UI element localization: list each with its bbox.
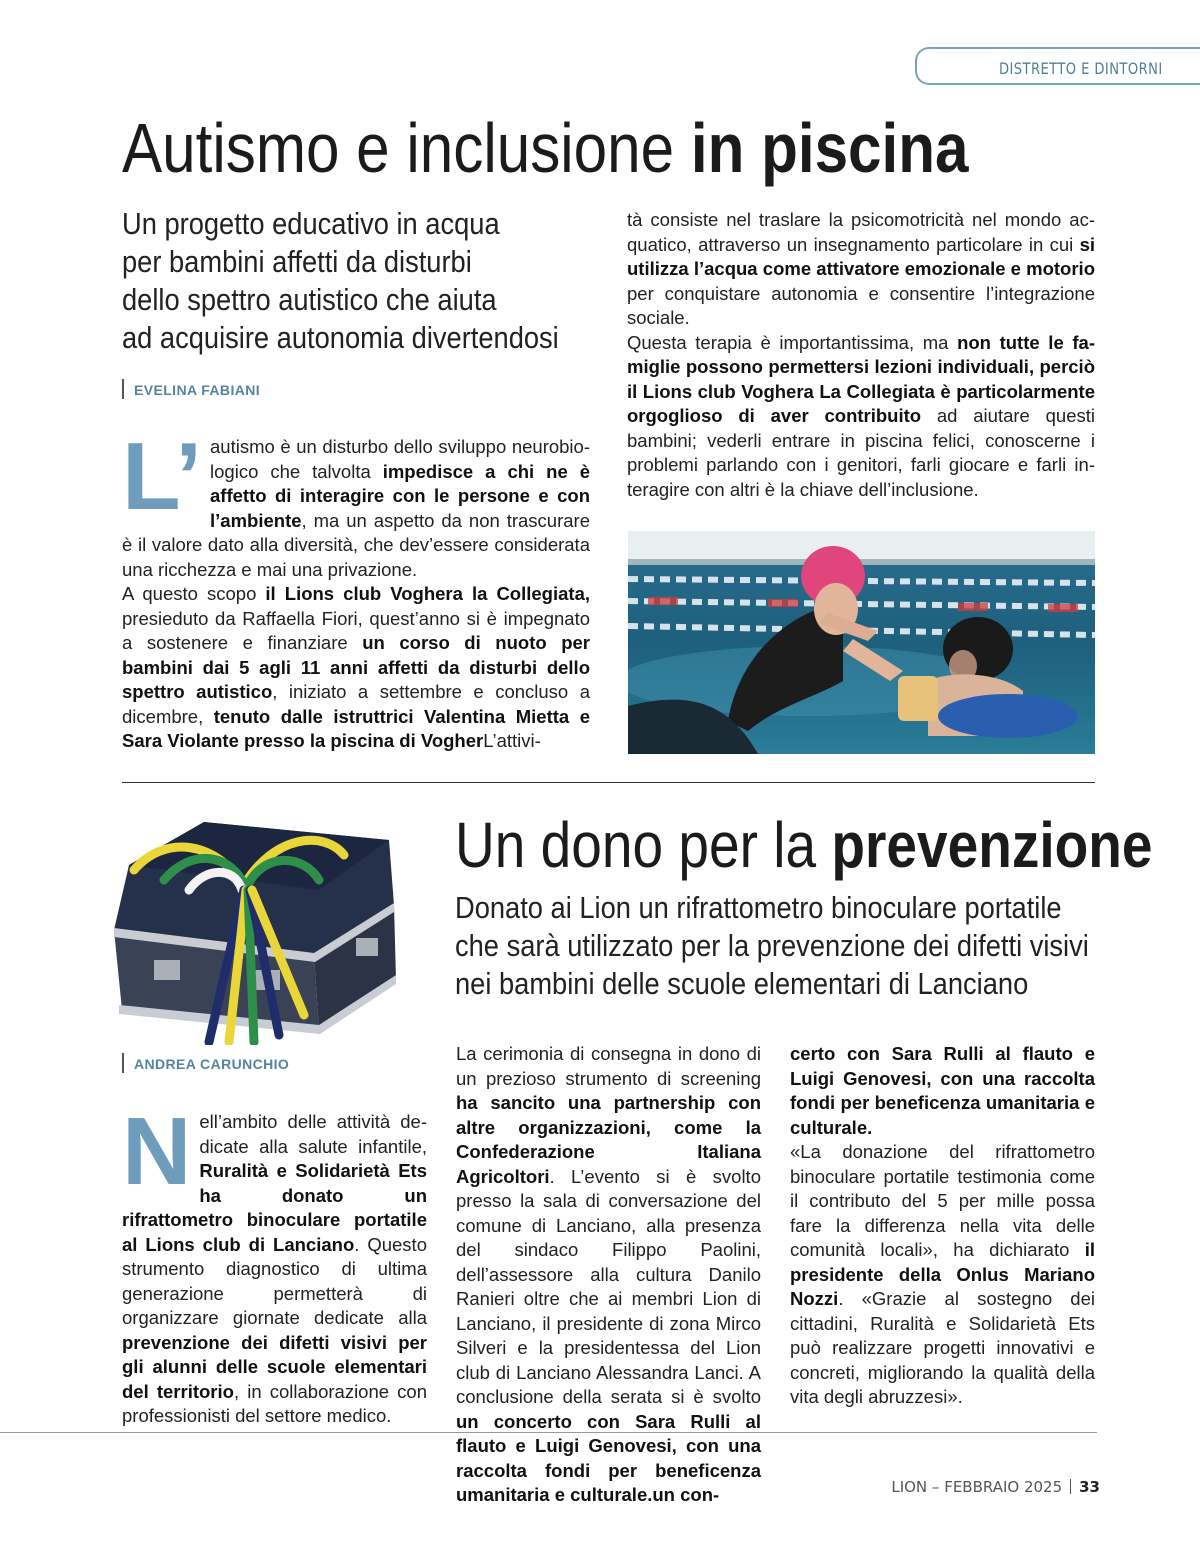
footer-publication: LION – FEBBRAIO 2025 <box>891 1478 1063 1496</box>
footer-rule <box>0 1432 1097 1433</box>
article1-subtitle <box>122 205 559 357</box>
article2-column-1 <box>122 1098 427 1429</box>
article1-paragraph-2-part-a <box>122 583 590 751</box>
page-footer <box>891 1478 1100 1496</box>
body-text: , in collaborazione con professionisti del settore medico. <box>122 1380 427 1426</box>
article2-subtitle <box>455 889 1089 1003</box>
bold-text: non tutte le famiglie possono permettersi lezioni individuali, perciò il Lions club Voghera La Collegiata è particolarmente orgoglioso di aver contribuito <box>627 331 1095 426</box>
article2-paragraph-2-part-b: certo con Sara Rulli al flauto e Luigi Genovesi, con una raccolta fondi per beneficenza umanitaria e culturale. <box>790 1043 1095 1138</box>
article2-paragraph-2-part-a <box>456 1043 761 1505</box>
article2-paragraph-2-bold-tail: un con- <box>652 1484 720 1505</box>
article1-title <box>122 108 969 188</box>
article1-paragraph-3 <box>627 332 1095 500</box>
body-text: La cerimonia di consegna in dono di un prezioso strumento di screening <box>456 1043 761 1089</box>
article2-column-3 <box>790 1042 1095 1410</box>
article2-subtitle-line: Donato ai Lion un rifrattometro binoculare portatile <box>455 890 1062 925</box>
body-text: «La donazione del rifrattometro binoculare portatile testimonia come il contributo del 5 per mille possa fare la differenza nella vita delle comunità locali», ha dichiarato <box>790 1141 1095 1260</box>
article2-subtitle-line: che sarà utilizzato per la prevenzione dei difetti visivi <box>455 928 1089 963</box>
section-tab-label: DISTRETTO E DINTORNI <box>999 59 1163 78</box>
article1-dropcap: L’ <box>122 423 203 530</box>
bold-text: ha sancito una partnership con altre organizzazioni, come la Confederazione Italiana Agricoltori <box>456 1092 761 1187</box>
article1-paragraph-2-part-b <box>627 209 1095 328</box>
bold-text: prevenzione dei difetti visivi per gli alunni delle scuole elementari del territorio <box>122 1331 427 1402</box>
page-number: 33 <box>1079 1478 1100 1496</box>
body-text: Questa terapia è importantissima, ma <box>627 331 958 353</box>
article2-paragraph-3 <box>790 1141 1095 1407</box>
article2-title-regular: Un dono per la <box>455 809 832 881</box>
refractometer-case-photo <box>94 810 414 1045</box>
bold-text: tenuto dalle istruttrici Valentina Mietta e Sara Violante presso la piscina di Vogher <box>122 705 590 751</box>
section-divider <box>122 782 1095 783</box>
body-text: autismo è un disturbo dello sviluppo neurobiologico che talvolta <box>210 436 590 482</box>
bold-text: impedisce a chi ne è affetto di interagire con le persone e con l’ambiente <box>210 460 590 531</box>
bold-text: un corso di nuoto per bambini dai 5 agli 11 anni affetti da disturbi dello spettro autistico <box>122 632 590 702</box>
section-tab <box>915 47 1200 85</box>
article2-title <box>455 808 1153 882</box>
body-text: presieduto da Raffaella Fiori, quest’anno si è impegnato a sostenere e finanziare <box>122 607 590 653</box>
bold-text: il presidente della Onlus Mariano Nozzi <box>790 1239 1095 1309</box>
article2-title-bold: prevenzione <box>831 809 1153 881</box>
body-text: , iniziato a settembre e concluso a dicembre, <box>122 681 590 727</box>
article1-subtitle-line: dello spettro autistico che aiuta <box>122 282 497 317</box>
article2-author: ANDREA CARUNCHIO <box>122 1053 289 1073</box>
body-text: ad aiutare questi bambini; vederli entrare in piscina felici, conoscerne i problemi parlando con i genitori, farli giocare e farli interagire con altri è la chiave dell’inclusione. <box>627 405 1095 500</box>
body-text: tà consiste nel traslare la psicomotricità nel mondo acquatico, attraverso un insegnamento particolare in cui <box>627 209 1095 255</box>
article1-paragraph-2-text: L’attivi- <box>483 730 541 751</box>
footer-separator <box>1070 1479 1071 1494</box>
article1-subtitle-line: ad acquisire autonomia divertendosi <box>122 320 559 355</box>
article1-column-1 <box>122 423 590 754</box>
article1-title-regular: Autismo e inclusione <box>122 109 691 187</box>
body-text: A questo scopo <box>122 583 266 604</box>
article1-subtitle-line: per bambini affetti da disturbi <box>122 244 472 279</box>
article2-dropcap: N <box>122 1098 192 1205</box>
body-text: ell’ambito delle attività dedicate alla salute infantile, <box>199 1111 427 1157</box>
article1-title-bold: in piscina <box>690 109 969 187</box>
article2-column-2 <box>456 1042 761 1508</box>
bold-text: si utilizza l’acqua come attivatore emozionale e motorio <box>627 233 1095 279</box>
body-text: . Questo strumento diagnostico di ultima generazione permetterà di organizzare giornate dedicate alla <box>122 1233 427 1328</box>
article1-author: EVELINA FABIANI <box>122 379 260 399</box>
body-text: . L’evento si è svolto presso la sala di conversazione del comune di Lanciano, alla presenza del sindaco Filippo Paolini, dell’assessore alla cultura Danilo Ranieri oltre che ai membri Lion di Lanciano, il presidente di zona Mirco Silveri e la presidentessa del Lion club di Lanciano Alessandra Lanci. A conclusione della serata si è svolto <box>456 1165 761 1407</box>
article1-column-2 <box>627 208 1095 502</box>
bold-text: un concerto con Sara Rulli al flauto e Luigi Genovesi, con una raccolta fondi per beneficenza umanitaria e culturale. <box>456 1410 761 1505</box>
body-text: , ma un aspetto da non trascurare è il valore dato alla diversità, che dev’essere considerata una ricchezza e mai una privazione. <box>122 509 590 580</box>
article2-subtitle-line: nei bambini delle scuole elementari di Lanciano <box>455 966 1029 1001</box>
bold-text: Ruralità e Solidarietà Ets ha donato un rifrattometro binoculare portatile al Lions club di Lanciano <box>122 1160 427 1255</box>
swimming-pool-photo <box>628 531 1095 754</box>
article1-subtitle-line: Un progetto educativo in acqua <box>122 206 500 241</box>
body-text: . «Grazie al sostegno dei cittadini, Ruralità e Solidarietà Ets può realizzare progetti innovativi e concreti, migliorando la qualità della vita degli abruzzesi». <box>790 1288 1095 1407</box>
body-text: per conquistare autonomia e consentire l’integrazione sociale. <box>627 282 1095 328</box>
bold-text: il Lions club Voghera la Collegiata, <box>265 583 590 604</box>
